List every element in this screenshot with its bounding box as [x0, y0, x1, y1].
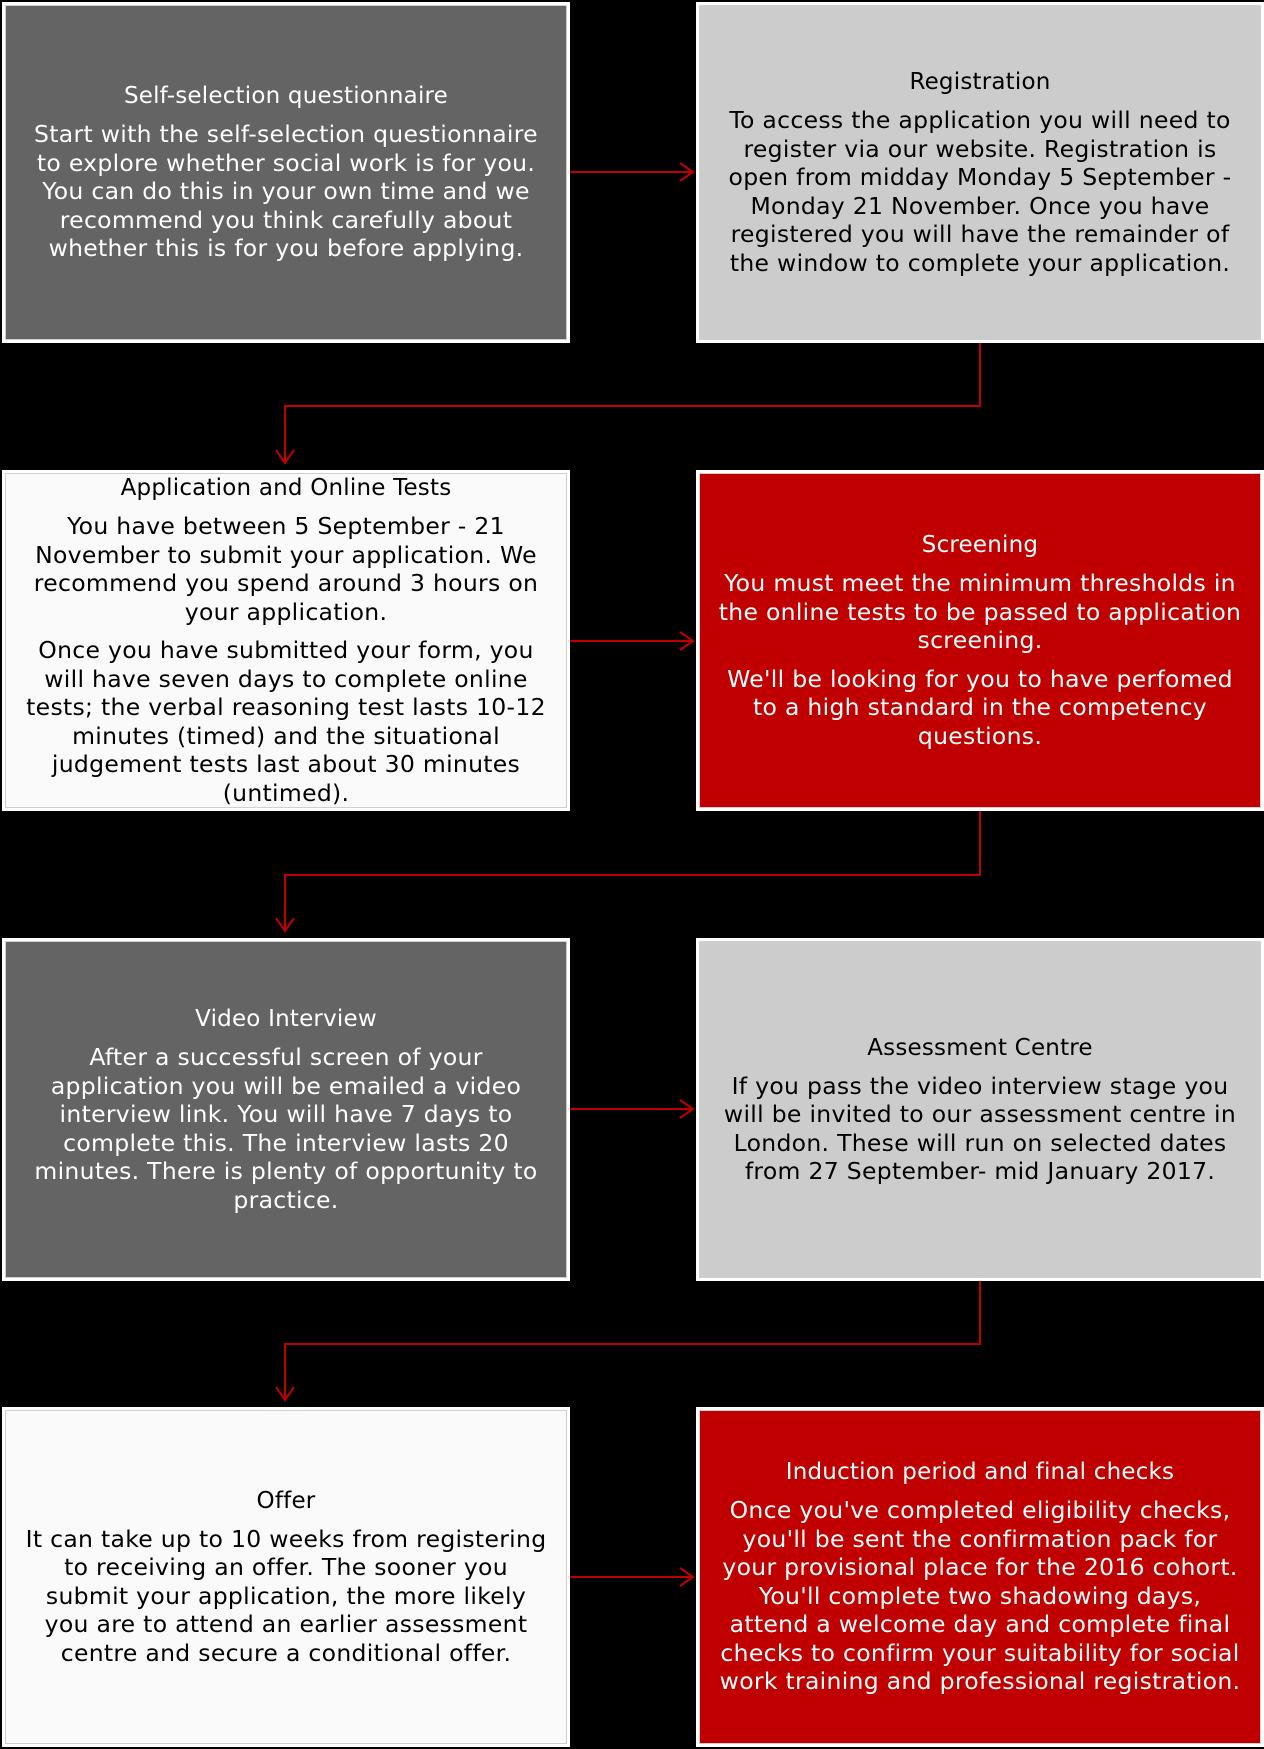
step-description: If you pass the video interview stage you will be invited to our assessment centre in London. These will run on selected dates from 27 September- mid January 2017. [723, 1071, 1237, 1185]
step-description: It can take up to 10 weeks from registering to receiving an offer. The sooner you submit your application, the more likely you are to attend an earlier assessment centre and secure a conditional offer. [25, 1524, 547, 1667]
step-description: Once you've completed eligibility checks, you'll be sent the confirmation pack for your provisional place for the 2016 cohort. You'll complete two shadowing days, attend a welcome day and complete final checks to confirm your suitability for social work training and professional registration. [719, 1496, 1241, 1696]
arrow-right-icon [570, 1568, 693, 1586]
arrow-down-icon [276, 811, 980, 931]
step-description: Once you have submitted your form, you will have seven days to complete online tests; the verbal reasoning test lasts 10-12 minutes (timed) and the situational judgement tests last about 30 minutes (untimed). [26, 636, 546, 807]
step-title: Registration [909, 69, 1051, 95]
step-description: You have between 5 September - 21 November to submit your application. We recommend you spend around 3 hours on your application. [33, 512, 539, 626]
step-induction-and-final-checks [696, 1407, 1264, 1747]
arrow-down-icon [276, 343, 980, 463]
arrow-right-icon [570, 1100, 693, 1118]
step-description: We'll be looking for you to have perfomed to a high standard in the competency questions. [727, 664, 1233, 750]
step-self-selection-questionnaire [2, 2, 570, 343]
arrow-down-icon [276, 1281, 980, 1400]
step-description: After a successful screen of your application you will be emailed a video interview link. You will have 7 days to complete this. The interview lasts 20 minutes. There is plenty of opportunity to practice. [34, 1043, 538, 1214]
step-title: Video Interview [195, 1006, 377, 1032]
step-title: Self-selection questionnaire [123, 83, 449, 110]
step-title: Assessment Centre [867, 1034, 1093, 1061]
step-description: You must meet the minimum thresholds in the online tests to be passed to application screening. [718, 569, 1242, 654]
step-title: Application and Online Tests [120, 475, 452, 501]
step-description: Start with the self-selection questionnaire to explore whether social work is for you. You can do this in your own time and we recommend you think carefully about whether this is for you before applying. [34, 120, 538, 263]
step-description: To access the application you will need to register via our website. Registration is open from midday Monday 5 September - Monday 21 November. Once you have registered you will have the remainder of the window to complete your application. [728, 106, 1232, 277]
step-title: Induction period and final checks [785, 1459, 1175, 1486]
step-application-and-online-tests [2, 470, 570, 811]
arrow-right-icon [570, 632, 693, 650]
arrow-right-icon [570, 163, 693, 181]
step-screening [696, 470, 1264, 811]
step-offer [2, 1407, 570, 1747]
step-title: Screening [921, 532, 1039, 558]
step-video-interview [2, 938, 570, 1281]
step-registration [696, 2, 1264, 343]
step-assessment-centre [696, 938, 1264, 1281]
step-title: Offer [256, 1487, 316, 1514]
